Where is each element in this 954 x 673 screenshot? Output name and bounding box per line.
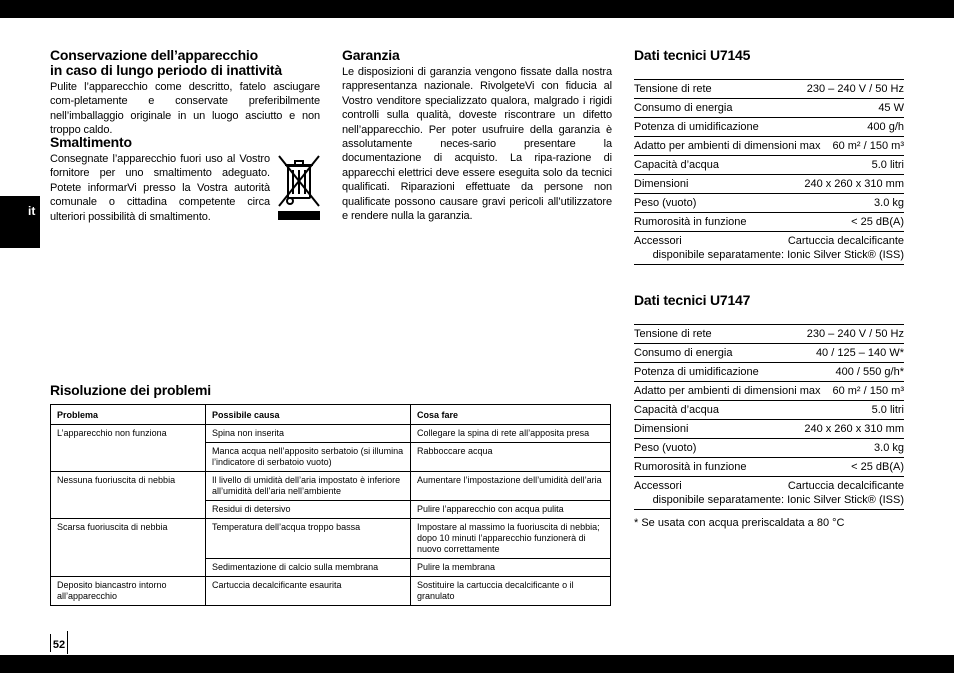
- table-row: [51, 425, 611, 443]
- spec-row: [634, 343, 904, 362]
- spec-label: Peso (vuoto): [634, 442, 697, 454]
- header-causa: Possibile causa: [206, 405, 411, 425]
- spec-value: 400 g/h: [867, 121, 904, 133]
- top-bar: [0, 0, 954, 18]
- spec-row: [634, 381, 904, 400]
- spec-label: Tensione di rete: [634, 83, 712, 95]
- spec-row: [634, 117, 904, 136]
- spec-row: [634, 324, 904, 343]
- spec-row: [634, 438, 904, 457]
- solution-cell: Sostituire la cartuccia decalcificante o il granulato: [411, 577, 611, 606]
- conservazione-text: Pulite l’apparecchio come descritto, fatelo asciugare com-pletamente e conservate preferibilmente nell’imballaggio originale in un luogo asciutto e non troppo caldo.: [50, 81, 320, 137]
- spec-row: [634, 98, 904, 117]
- conservazione-title: [50, 48, 320, 78]
- spec-value: 60 m² / 150 m³: [832, 140, 904, 152]
- table-row: [51, 577, 611, 606]
- spec-row: [634, 174, 904, 193]
- spec-value: 60 m² / 150 m³: [832, 385, 904, 397]
- spec-label: Peso (vuoto): [634, 197, 697, 209]
- language-tab: [0, 196, 40, 248]
- header-cosa-fare: Cosa fare: [411, 405, 611, 425]
- spec-label: Rumorosità in funzione: [634, 216, 747, 228]
- cause-cell: Residui di detersivo: [206, 501, 411, 519]
- spec-row: [634, 79, 904, 98]
- spec-row: [634, 362, 904, 381]
- spec-label: Potenza di umidificazione: [634, 366, 759, 378]
- table-header-row: [51, 405, 611, 425]
- spec-value: 3.0 kg: [874, 442, 904, 454]
- spec-row: [634, 400, 904, 419]
- accessori-note: disponibile separatamente: Ionic Silver Stick® (ISS): [652, 494, 904, 506]
- solution-cell: Impostare al massimo la fuoriuscita di nebbia; dopo 10 minuti l’apparecchio funzionerà di nuovo correttamente: [411, 519, 611, 559]
- cause-cell: Cartuccia decalcificante esaurita: [206, 577, 411, 606]
- spec-u7145-title: Dati tecnici U7145: [634, 47, 751, 63]
- spec-label: Accessori: [634, 235, 682, 247]
- language-code: it: [28, 204, 36, 218]
- spec-value: Cartuccia decalcificante: [787, 480, 904, 492]
- bottom-bar: [0, 655, 954, 673]
- problem-cell: Deposito biancastro intorno all’apparecchio: [51, 577, 206, 606]
- spec-label: Rumorosità in funzione: [634, 461, 747, 473]
- table-row: [51, 519, 611, 559]
- accessori-note: disponibile separatamente: Ionic Silver Stick® (ISS): [652, 249, 904, 261]
- spec-label: Adatto per ambienti di dimensioni max: [634, 140, 821, 152]
- spec-value: 230 – 240 V / 50 Hz: [806, 83, 904, 95]
- spec-value: 240 x 260 x 310 mm: [804, 423, 904, 435]
- spec-row: [634, 212, 904, 231]
- spec-label: Capacità d’acqua: [634, 404, 720, 416]
- spec-value: 230 – 240 V / 50 Hz: [806, 328, 904, 340]
- problem-cell: Nessuna fuoriuscita di nebbia: [51, 472, 206, 519]
- table-row: [51, 472, 611, 501]
- conservazione-title-line2: in caso di lungo periodo di inattività: [50, 62, 282, 78]
- cause-cell: Spina non inserita: [206, 425, 411, 443]
- spec-label: Accessori: [634, 480, 682, 492]
- header-problema: Problema: [51, 405, 206, 425]
- spec-value: 45 W: [878, 102, 904, 114]
- spec-row-accessori: [634, 476, 904, 510]
- spec-value: 5.0 litri: [871, 404, 904, 416]
- smaltimento-text: Consegnate l’apparecchio fuori uso al Vostro fornitore per uno smaltimento adeguato. Potete informarVi presso la Vostra autorità comunale o cittadina competente circa ulteriori possibilità di smaltimento.: [50, 153, 270, 223]
- spec-value: 5.0 litri: [871, 159, 904, 171]
- spec-value: 3.0 kg: [874, 197, 904, 209]
- spec-label: Dimensioni: [634, 178, 689, 190]
- solution-cell: Aumentare l’impostazione dell’umidità dell’aria: [411, 472, 611, 501]
- spec-row: [634, 419, 904, 438]
- spec-label: Potenza di umidificazione: [634, 121, 759, 133]
- spec-u7147-section: [634, 293, 904, 510]
- solution-cell: Collegare la spina di rete all’apposita presa: [411, 425, 611, 443]
- spec-row-accessori: [634, 231, 904, 265]
- footnote: * Se usata con acqua preriscaldata a 80 °C: [634, 517, 845, 529]
- spec-value: Cartuccia decalcificante: [787, 235, 904, 247]
- troubleshooting-table: [50, 404, 611, 606]
- page-number: 52: [50, 634, 68, 652]
- spec-u7145-section: [634, 48, 904, 265]
- crossed-out-wheelie-bin-icon: [276, 152, 322, 222]
- garanzia-section: [342, 48, 612, 223]
- spec-label: Consumo di energia: [634, 347, 733, 359]
- spec-row: [634, 155, 904, 174]
- cause-cell: Manca acqua nell’apposito serbatoio (si illumina l’indicatore di serbatoio vuoto): [206, 443, 411, 472]
- spec-value: 400 / 550 g/h*: [835, 366, 904, 378]
- risoluzione-title: Risoluzione dei problemi: [50, 382, 211, 398]
- spec-value: 240 x 260 x 310 mm: [804, 178, 904, 190]
- spec-row: [634, 457, 904, 476]
- spec-value: < 25 dB(A): [851, 216, 904, 228]
- problem-cell: L’apparecchio non funziona: [51, 425, 206, 472]
- solution-cell: Rabboccare acqua: [411, 443, 611, 472]
- garanzia-text: Le disposizioni di garanzia vengono fissate dalla nostra rappresentanza nazionale. RivolgeteVi con fiducia al Vostro venditore specializzato qualora, malgrado i rigidi controlli sulla qualità, doveste riscontrare un difetto nell’apparecchio. Per poter usufruire della garanzia è assolutamente neces-sario presentare la documentazione di acquisto. La ripa-razione di apparecchi elettrici deve essere eseguita solo da tecnici qualificati. Riparazioni effettuate da persone non qualificate possono causare gravi pericoli all’utilizzatore e rendere nulla la garanzia.: [342, 66, 612, 223]
- problem-cell: Scarsa fuoriuscita di nebbia: [51, 519, 206, 577]
- spec-row: [634, 193, 904, 212]
- conservazione-title-line1: Conservazione dell’apparecchio: [50, 47, 258, 63]
- spec-value: 40 / 125 – 140 W*: [815, 347, 904, 359]
- conservazione-section: [50, 48, 320, 138]
- spec-value: < 25 dB(A): [851, 461, 904, 473]
- solution-cell: Pulire la membrana: [411, 559, 611, 577]
- spec-row: [634, 136, 904, 155]
- smaltimento-title: Smaltimento: [50, 134, 132, 150]
- garanzia-title: Garanzia: [342, 47, 400, 63]
- cause-cell: Sedimentazione di calcio sulla membrana: [206, 559, 411, 577]
- risoluzione-section: [50, 383, 612, 606]
- spec-label: Dimensioni: [634, 423, 689, 435]
- spec-u7147-title: Dati tecnici U7147: [634, 292, 751, 308]
- spec-label: Consumo di energia: [634, 102, 733, 114]
- cause-cell: Temperatura dell’acqua troppo bassa: [206, 519, 411, 559]
- spec-label: Adatto per ambienti di dimensioni max: [634, 385, 821, 397]
- spec-label: Capacità d’acqua: [634, 159, 720, 171]
- solution-cell: Pulire l’apparecchio con acqua pulita: [411, 501, 611, 519]
- spec-label: Tensione di rete: [634, 328, 712, 340]
- cause-cell: Il livello di umidità dell’aria impostato è inferiore all’umidità dell’aria nell’ambiente: [206, 472, 411, 501]
